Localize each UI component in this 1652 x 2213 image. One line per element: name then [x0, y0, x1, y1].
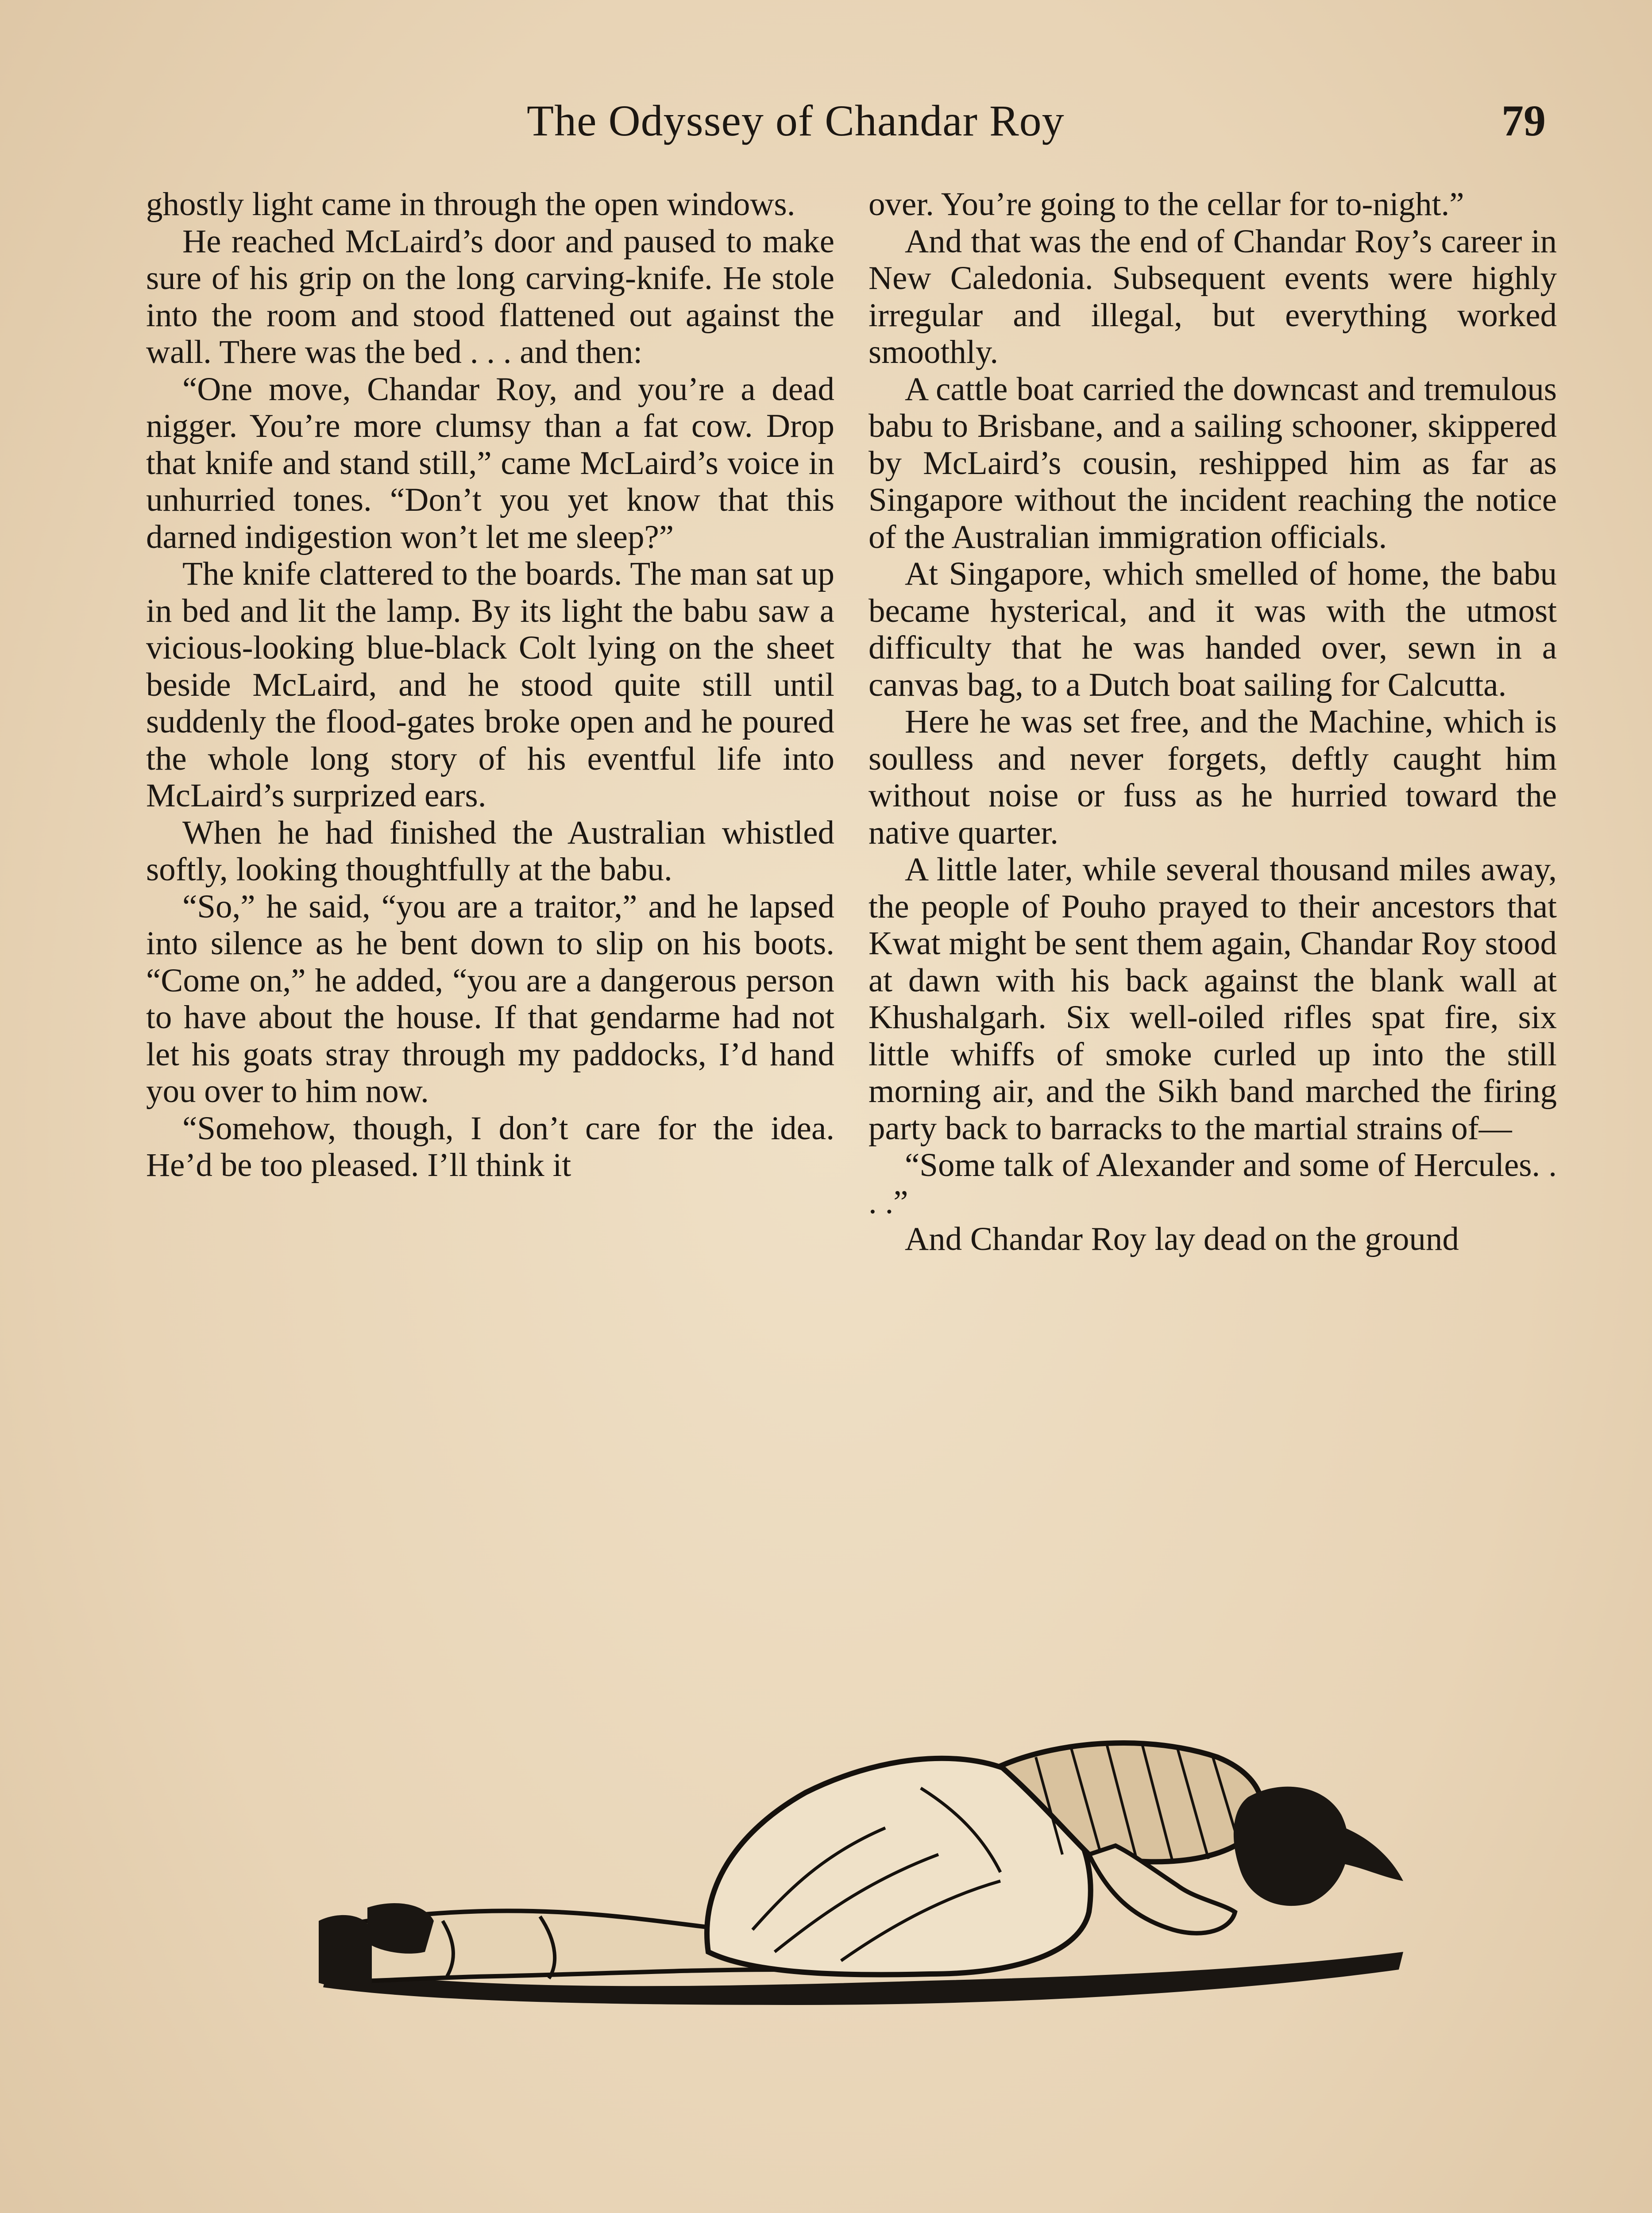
paragraph: “So,” he said, “you are a traitor,” and he lapsed into silence as he bent down to slip on his boots. “Come on,” he added, “you are a dangerous person to have about the house. If that gendarme had not let his goats stray through my paddocks, I’d hand you over to him now. — [146, 888, 834, 1110]
paragraph: When he had finished the Australian whistled softly, looking thoughtfully at the babu. — [146, 814, 834, 888]
fallen-man-illustration — [310, 1722, 1408, 2032]
paragraph: The knife clattered to the boards. The man sat up in bed and lit the lamp. By its light the babu saw a vicious-looking blue-black Colt lying on the sheet beside McLaird, and he stood quite still until suddenly the flood-gates broke open and he poured the whole long story of his eventful life into McLaird’s surprized ears. — [146, 555, 834, 814]
paragraph: “Some talk of Alexander and some of Hercules. . . .” — [868, 1147, 1557, 1221]
paragraph: And Chandar Roy lay dead on the ground — [905, 1221, 1459, 1257]
paragraph: At Singapore, which smelled of home, the babu became hysterical, and it was with the utmost difficulty that he was handed over, sewn in a canvas bag, to a Dutch boat sailing for Calcutta. — [868, 555, 1557, 703]
paragraph: ghostly light came in through the open windows. — [146, 186, 795, 223]
paragraph: And that was the end of Chandar Roy’s career in New Caledonia. Subsequent events were highly irregular and illegal, but everything worked smoothly. — [868, 223, 1557, 370]
paragraph: A cattle boat carried the downcast and tremulous babu to Brisbane, and a sailing schooner, skippered by McLaird’s cousin, reshipped him as far as Singapore without the incident reaching the notice of the Australian immigration officials. — [868, 370, 1557, 555]
page-number: 79 — [1501, 96, 1546, 145]
paragraph: Here he was set free, and the Machine, which is soulless and never forgets, deftly caught him without noise or fuss as he hurried toward the native quarter. — [868, 703, 1557, 851]
right-column — [868, 186, 1557, 1258]
running-head — [0, 95, 1652, 153]
header-title: The Odyssey of Chandar Roy — [527, 96, 1065, 145]
paragraph: over. You’re going to the cellar for to-night.” — [868, 186, 1464, 223]
left-column — [146, 186, 834, 1184]
paragraph: A little later, while several thousand miles away, the people of Pouho prayed to their ancestors that Kwat might be sent them again, Chandar Roy stood at dawn with his back against the blank wall at Khushalgarh. Six well-oiled rifles spat fire, six little whiffs of smoke curled up into the still morning air, and the Sikh band marched the firing party back to barracks to the martial strains of— — [868, 851, 1557, 1147]
paragraph: He reached McLaird’s door and paused to make sure of his grip on the long carving-knife. He stole into the room and stood flattened out against the wall. There was the bed . . . and then: — [146, 223, 834, 370]
paragraph: “One move, Chandar Roy, and you’re a dead nigger. You’re more clumsy than a fat cow. Drop that knife and stand still,” came McLaird’s voice in unhurried tones. “Don’t you yet know that this darned indigestion won’t let me sleep?” — [146, 370, 834, 555]
paragraph: “Somehow, though, I don’t care for the idea. He’d be too pleased. I’ll think it — [146, 1110, 834, 1184]
